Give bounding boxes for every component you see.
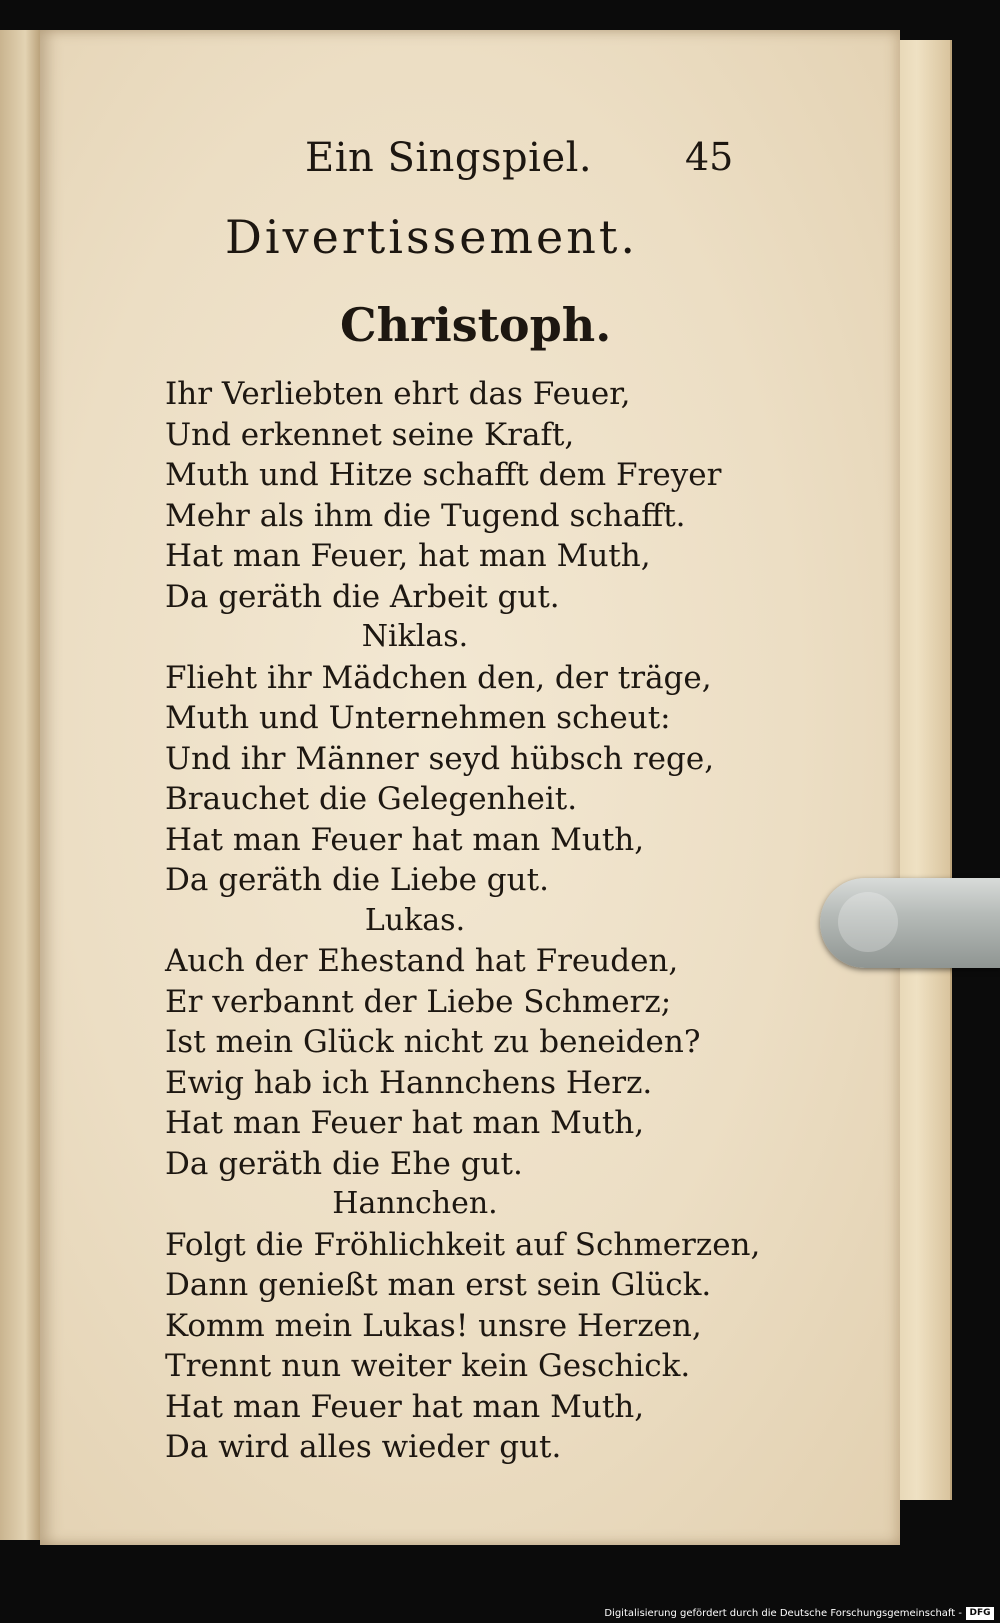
verse-line: Hat man Feuer hat man Muth,: [165, 821, 645, 858]
dfg-logo: DFG: [966, 1607, 994, 1620]
verse-line: Hat man Feuer hat man Muth,: [165, 1388, 645, 1425]
verse-line: Brauchet die Gelegenheit.: [165, 781, 578, 817]
page-clip-tab: [820, 878, 1000, 968]
verse-line: Flieht ihr Mädchen den, der träge,: [165, 659, 712, 696]
verse-line: Und ihr Männer seyd hübsch rege,: [165, 740, 715, 777]
speaker-name: Hannchen.: [332, 1186, 498, 1221]
verse-line: Da geräth die Arbeit gut.: [165, 578, 560, 615]
verse-line: Dann genießt man erst sein Glück.: [165, 1267, 712, 1303]
verse-line: Folgt die Fröhlichkeit auf Schmerzen,: [165, 1226, 761, 1263]
verse-line: Er verbannt der Liebe Schmerz;: [165, 983, 672, 1020]
verse-line: Komm mein Lukas! unsre Herzen,: [165, 1307, 702, 1344]
verse-line: Hat man Feuer hat man Muth,: [165, 1105, 645, 1141]
facing-page-edge: [0, 30, 42, 1540]
verse-line: Trennt nun weiter kein Geschick.: [165, 1348, 691, 1384]
verse-line: Da wird alles wieder gut.: [165, 1429, 562, 1465]
verse-line: Muth und Unternehmen scheut:: [165, 700, 671, 736]
speaker-name: Niklas.: [361, 619, 469, 654]
digitization-credit: Digitalisierung gefördert durch die Deutsche Forschungsgemeinschaft -: [604, 1608, 962, 1619]
verse-line: Ist mein Glück nicht zu beneiden?: [165, 1024, 701, 1060]
verse-line: Mehr als ihm die Tugend schafft.: [165, 497, 686, 534]
verse-line: Ewig hab ich Hannchens Herz.: [165, 1064, 653, 1101]
verse-line: Muth und Hitze schafft dem Freyer: [165, 457, 722, 493]
verse-line: Da geräth die Ehe gut.: [165, 1145, 523, 1182]
section-title: Divertissement.: [225, 210, 638, 264]
speaker-heading: Christoph.: [340, 298, 612, 352]
verse-line: Da geräth die Liebe gut.: [165, 862, 549, 898]
book-page: [40, 30, 900, 1545]
running-title: Ein Singspiel.: [305, 135, 593, 181]
speaker-name: Lukas.: [364, 902, 466, 938]
page-header: [40, 135, 900, 185]
page-stack-edge: [895, 40, 952, 1500]
verse-line: Und erkennet seine Kraft,: [165, 416, 575, 453]
verse-line: Hat man Feuer, hat man Muth,: [165, 538, 651, 574]
verse-line: Ihr Verliebten ehrt das Feuer,: [165, 376, 631, 412]
page-number: 45: [685, 135, 734, 179]
verse-line: Auch der Ehestand hat Freuden,: [165, 943, 679, 979]
verse-block: [165, 374, 785, 1468]
